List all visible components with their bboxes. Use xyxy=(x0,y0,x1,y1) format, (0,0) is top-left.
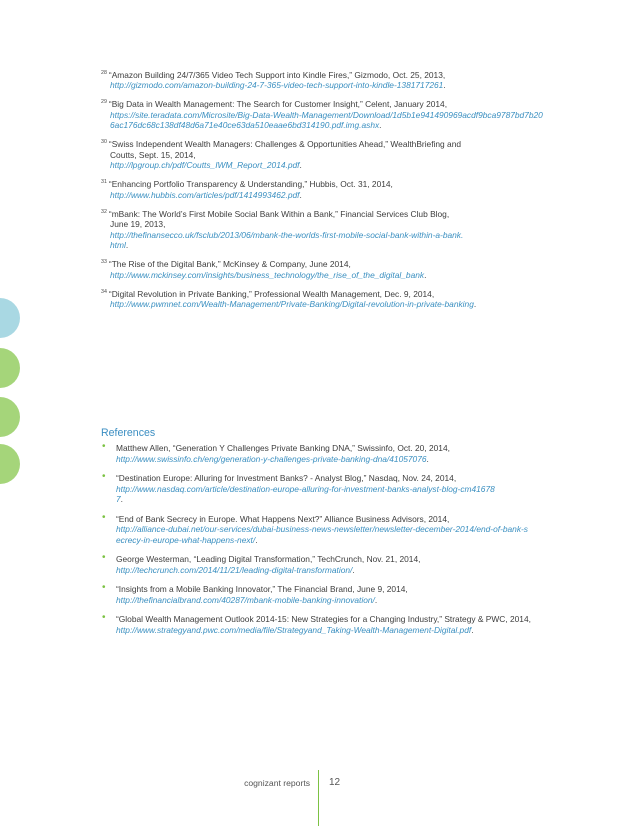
reference-citation: “Destination Europe: Alluring for Investment Banks? - Analyst Blog,” Nasdaq, Nov. 24, 2014, xyxy=(116,472,457,483)
bullet-icon: • xyxy=(102,552,106,564)
reference-link[interactable]: http://www.nasdaq.com/article/destination-europe-alluring-for-investment-banks-analyst-blog-cm416787. xyxy=(116,483,495,505)
reference-link[interactable]: http://alliance-dubai.net/our-services/dubai-business-news-newsletter/newsletter-december-2014/end-of-bank-secrecy-in-europe-what-happens-next/. xyxy=(116,524,528,545)
footnote-number: 33 xyxy=(101,259,107,266)
footnote-number: 29 xyxy=(101,99,107,106)
footnote-link[interactable]: http://www.hubbis.com/articles/pdf/1414993462.pdf. xyxy=(110,189,302,200)
reference-citation: “Global Wealth Management Outlook 2014-15: New Strategies for a Changing Industry,” Strategy & PWC, 2014, xyxy=(116,614,531,625)
footnote-31 xyxy=(101,177,546,200)
footnote-28 xyxy=(101,68,546,91)
reference-item xyxy=(101,443,541,464)
side-tab-1[interactable] xyxy=(0,298,20,338)
references-section xyxy=(101,427,541,644)
side-tab-2[interactable] xyxy=(0,348,20,388)
bullet-icon: • xyxy=(102,511,106,523)
footnote-number: 34 xyxy=(101,288,107,295)
reference-item xyxy=(101,470,541,505)
footnote-citation: “mBank: The World’s First Mobile Social Bank Within a Bank,” Financial Services Club Blog, xyxy=(108,208,450,219)
reference-item xyxy=(101,554,541,575)
footnote-citation-cont: Coutts, Sept. 15, 2014, xyxy=(110,149,196,160)
reference-item xyxy=(101,584,541,605)
footnote-citation: “The Rise of the Digital Bank,” McKinsey & Company, June 2014, xyxy=(108,259,351,270)
footnote-link[interactable]: http://lpgroup.ch/pdf/Coutts_IWM_Report_2014.pdf. xyxy=(110,160,302,171)
footnote-number: 32 xyxy=(101,208,107,215)
footnote-citation: “Amazon Building 24/7/365 Video Tech Support into Kindle Fires,” Gizmodo, Oct. 25, 2013, xyxy=(108,69,446,80)
footer-label: cognizant reports xyxy=(244,778,310,788)
footnote-32 xyxy=(101,207,546,251)
bullet-icon: • xyxy=(102,612,106,624)
bullet-icon: • xyxy=(102,582,106,594)
footnote-citation: “Digital Revolution in Private Banking,” Professional Wealth Management, Dec. 9, 2014, xyxy=(108,288,435,299)
reference-link[interactable]: http://www.swissinfo.ch/eng/generation-y-challenges-private-banking-dna/41057076. xyxy=(116,453,429,464)
footnote-citation: “Swiss Independent Wealth Managers: Challenges & Opportunities Ahead,” WealthBriefing and xyxy=(108,139,462,150)
footnote-29 xyxy=(101,97,546,131)
reference-citation: George Westerman, “Leading Digital Transformation,” TechCrunch, Nov. 21, 2014, xyxy=(116,554,421,565)
footnote-number: 30 xyxy=(101,139,107,146)
reference-item xyxy=(101,614,541,635)
footnote-30 xyxy=(101,137,546,171)
footnote-33 xyxy=(101,257,546,280)
reference-link[interactable]: http://thefinancialbrand.com/40287/mbank-mobile-banking-innovation/. xyxy=(116,594,378,605)
footnote-citation: “Big Data in Wealth Management: The Search for Customer Insight,” Celent, January 2014, xyxy=(108,99,448,110)
footer-divider xyxy=(318,770,319,826)
reference-citation: “End of Bank Secrecy in Europe. What Happens Next?” Alliance Business Advisors, 2014, xyxy=(116,513,450,524)
footnote-citation-cont: June 19, 2013, xyxy=(110,219,166,230)
footnote-number: 31 xyxy=(101,179,107,186)
footnote-citation: “Enhancing Portfolio Transparency & Understanding,” Hubbis, Oct. 31, 2014, xyxy=(108,179,393,190)
reference-link[interactable]: http://techcrunch.com/2014/11/21/leading-digital-transformation/. xyxy=(116,564,355,575)
footnotes xyxy=(101,68,546,316)
references-heading: References xyxy=(101,427,156,439)
footnote-link[interactable]: http://gizmodo.com/amazon-building-24-7-365-video-tech-support-into-kindle-1381717261. xyxy=(110,80,446,91)
page-number: 12 xyxy=(329,777,341,788)
side-tab-4[interactable] xyxy=(0,444,20,484)
footnote-34 xyxy=(101,287,546,310)
footnote-number: 28 xyxy=(101,70,107,76)
reference-item xyxy=(101,511,541,546)
bullet-icon: • xyxy=(102,470,106,482)
bullet-icon: • xyxy=(102,441,106,452)
footnote-link[interactable]: https://site.teradata.com/Microsite/Big-Data-Wealth-Management/Download/1d5b1e941490969acdf9bca9787bd7b206ac176dc68c138df48d6a71e40ce63da510eaae6bd314190.pdf.img.ashx. xyxy=(110,109,543,131)
reference-citation: “Insights from a Mobile Banking Innovator,” The Financial Brand, June 9, 2014, xyxy=(116,584,408,595)
side-tab-3[interactable] xyxy=(0,397,20,437)
reference-link[interactable]: http://www.strategyand.pwc.com/media/file/Strategyand_Taking-Wealth-Management-Digital.pdf. xyxy=(116,624,474,635)
footnote-link[interactable]: http://thefinansecco.uk/fsclub/2013/06/mbank-the-worlds-first-mobile-social-bank-within-a-bank.html. xyxy=(110,229,464,251)
footnote-link[interactable]: http://www.mckinsey.com/insights/business_technology/the_rise_of_the_digital_bank. xyxy=(110,269,427,280)
footnote-link[interactable]: http://www.pwmnet.com/Wealth-Management/Private-Banking/Digital-revolution-in-private-banking. xyxy=(110,299,477,310)
reference-citation: Matthew Allen, “Generation Y Challenges Private Banking DNA,” Swissinfo, Oct. 20, 2014, xyxy=(116,443,450,453)
